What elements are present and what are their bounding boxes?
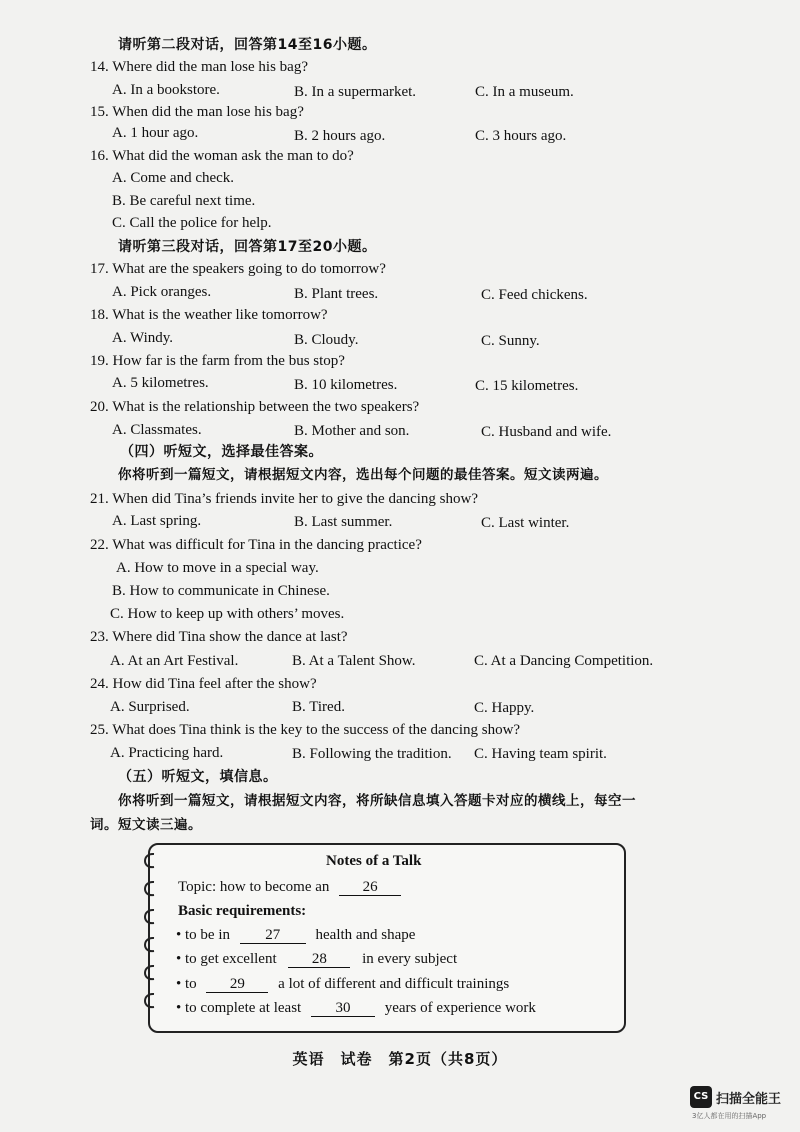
q22-option-b: B. How to communicate in Chinese.: [112, 583, 330, 599]
q22-option-c: C. How to keep up with others’ moves.: [110, 606, 345, 622]
q15-option-b: B. 2 hours ago.: [294, 128, 386, 144]
part5-title: （五）听短文，填信息。: [118, 769, 278, 785]
part5-intro-line2: 词。短文读三遍。: [90, 817, 202, 833]
q25-option-a: A. Practicing hard.: [110, 745, 224, 761]
q25-text: 25. What does Tina think is the key to the success of the dancing show?: [90, 722, 521, 738]
binder-ring-icon: [138, 851, 160, 871]
q22-text: 22. What was difficult for Tina in the dancing practice?: [90, 537, 422, 553]
q17-option-a: A. Pick oranges.: [112, 284, 212, 300]
q18-text: 18. What is the weather like tomorrow?: [90, 307, 328, 323]
q21-option-c: C. Last winter.: [481, 515, 570, 531]
scanner-watermark: [690, 1086, 794, 1126]
q17-option-b: B. Plant trees.: [294, 286, 379, 302]
q16-option-b: B. Be careful next time.: [112, 193, 256, 209]
binder-ring-icon: [138, 963, 160, 983]
q21-option-b: B. Last summer.: [294, 514, 393, 530]
scanner-brand-tagline: 3亿人都在用的扫描App: [692, 1112, 767, 1120]
req-3-post: a lot of different and difficult trainings: [278, 976, 510, 992]
q18-option-c: C. Sunny.: [481, 333, 540, 349]
q14-text: 14. Where did the man lose his bag?: [90, 59, 308, 75]
binder-ring-icon: [138, 935, 160, 955]
part4-title: （四）听短文，选择最佳答案。: [120, 444, 323, 460]
binder-ring-icon: [138, 991, 160, 1011]
q17-option-c: C. Feed chickens.: [481, 287, 588, 303]
q16-text: 16. What did the woman ask the man to do?: [90, 148, 354, 164]
q23-option-a: A. At an Art Festival.: [110, 653, 239, 669]
q24-option-b: B. Tired.: [292, 699, 345, 715]
q24-text: 24. How did Tina feel after the show?: [90, 676, 317, 692]
q14-option-c: C. In a museum.: [475, 84, 574, 100]
q15-option-a: A. 1 hour ago.: [112, 125, 199, 141]
q21-text: 21. When did Tina’s friends invite her to give the dancing show?: [90, 491, 479, 507]
q24-option-c: C. Happy.: [474, 700, 535, 716]
q18-option-b: B. Cloudy.: [294, 332, 359, 348]
req-2-post: in every subject: [362, 951, 458, 967]
scanner-logo-icon: CS: [690, 1086, 712, 1108]
req-1-post: health and shape: [315, 927, 416, 943]
scanner-brand-name: 扫描全能王: [716, 1092, 782, 1107]
q15-text: 15. When did the man lose his bag?: [90, 104, 304, 120]
binder-ring-icon: [138, 907, 160, 927]
notes-req-4: [176, 998, 536, 1018]
q16-option-c: C. Call the police for help.: [112, 215, 272, 231]
notes-topic-label: Topic: how to become an: [178, 879, 330, 895]
binder-ring-icon: [138, 879, 160, 899]
part5-intro-line1: 你将听到一篇短文，请根据短文内容，将所缺信息填入答题卡对应的横线上，每空一: [118, 793, 636, 809]
q19-option-b: B. 10 kilometres.: [294, 377, 398, 393]
q18-option-a: A. Windy.: [112, 330, 174, 346]
q16-option-a: A. Come and check.: [112, 170, 235, 186]
blank-28: 28: [288, 951, 350, 968]
q23-option-b: B. At a Talent Show.: [292, 653, 416, 669]
notes-req-1: [176, 925, 415, 945]
q20-text: 20. What is the relationship between the two speakers?: [90, 399, 420, 415]
part4-intro: 你将听到一篇短文，请根据短文内容，选出每个问题的最佳答案。短文读两遍。: [118, 467, 608, 483]
section2-intro: 请听第二段对话，回答第14至16小题。: [118, 37, 377, 53]
q19-option-c: C. 15 kilometres.: [475, 378, 579, 394]
q25-option-b: B. Following the tradition.: [292, 746, 452, 762]
blank-30: 30: [311, 1000, 375, 1017]
req-2-pre: • to get excellent: [176, 951, 277, 967]
q21-option-a: A. Last spring.: [112, 513, 202, 529]
q19-text: 19. How far is the farm from the bus stop?: [90, 353, 345, 369]
notes-box: [148, 843, 626, 1033]
q24-option-a: A. Surprised.: [110, 699, 190, 715]
notes-title: Notes of a Talk: [326, 853, 422, 869]
req-3-pre: • to: [176, 976, 197, 992]
q19-option-a: A. 5 kilometres.: [112, 375, 209, 391]
notes-req-2: [176, 949, 457, 969]
q23-option-c: C. At a Dancing Competition.: [474, 653, 654, 669]
q17-text: 17. What are the speakers going to do tomorrow?: [90, 261, 386, 277]
notes-req-3: [176, 974, 509, 994]
q22-option-a: A. How to move in a special way.: [116, 560, 319, 576]
section3-intro: 请听第三段对话，回答第17至20小题。: [118, 239, 377, 255]
notes-basic-requirements: Basic requirements:: [178, 903, 307, 919]
q25-option-c: C. Having team spirit.: [474, 746, 607, 762]
blank-29: 29: [206, 976, 268, 993]
req-4-post: years of experience work: [384, 1000, 536, 1016]
req-1-pre: • to be in: [176, 927, 230, 943]
q14-option-b: B. In a supermarket.: [294, 84, 417, 100]
q15-option-c: C. 3 hours ago.: [475, 128, 567, 144]
blank-27: 27: [240, 927, 306, 944]
page-footer: 英语 试卷 第2页（共8页）: [292, 1050, 508, 1068]
q20-option-a: A. Classmates.: [112, 422, 202, 438]
q20-option-b: B. Mother and son.: [294, 423, 410, 439]
q20-option-c: C. Husband and wife.: [481, 424, 612, 440]
notes-topic-row: [178, 877, 401, 897]
q23-text: 23. Where did Tina show the dance at last?: [90, 629, 348, 645]
blank-26: 26: [339, 879, 401, 896]
req-4-pre: • to complete at least: [176, 1000, 302, 1016]
q14-option-a: A. In a bookstore.: [112, 82, 220, 98]
